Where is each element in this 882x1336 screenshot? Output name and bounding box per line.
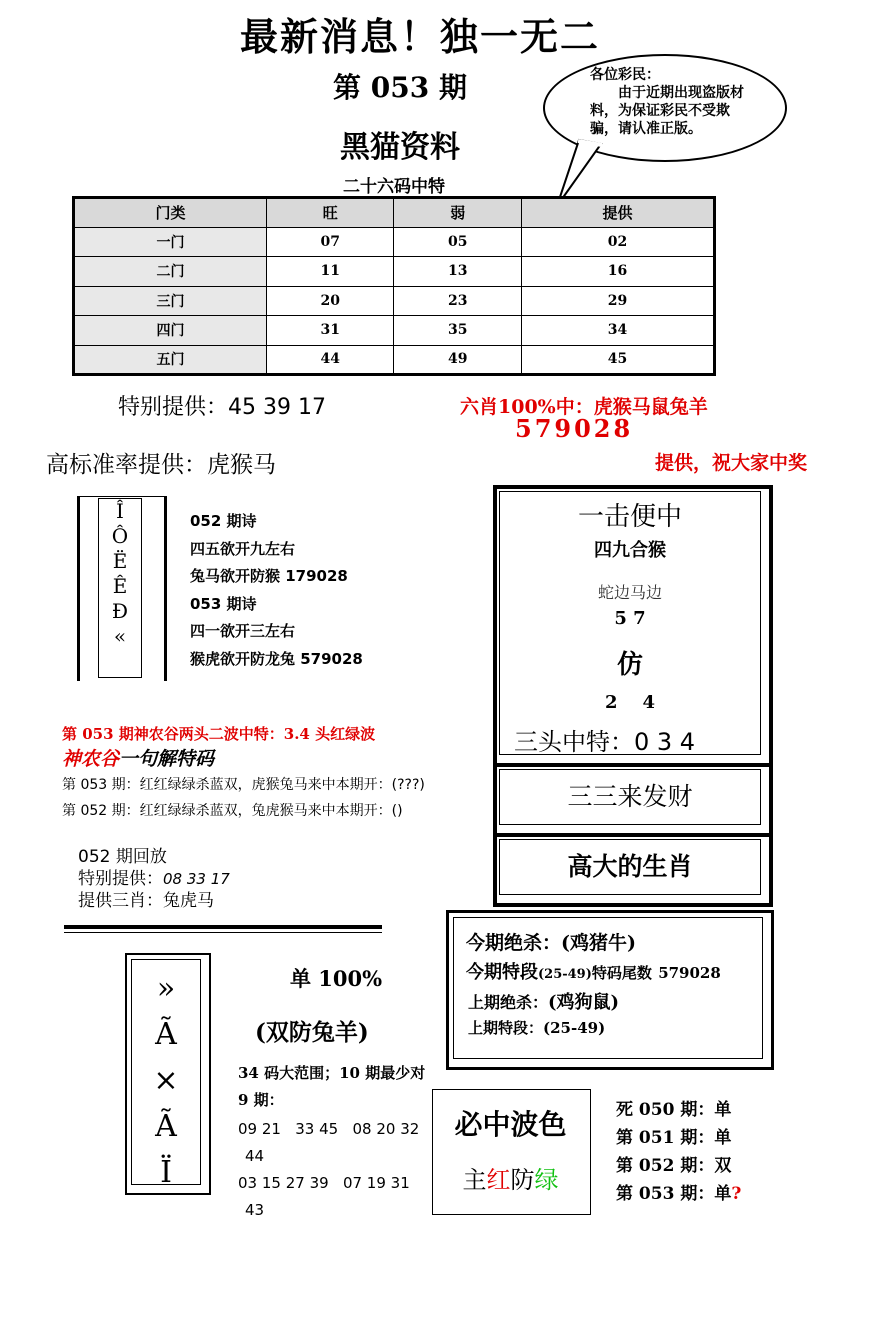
review-block	[78, 846, 230, 912]
special-label: 特别提供：	[118, 395, 229, 420]
table-title: 二十六码中特	[343, 177, 445, 197]
history-value: 双	[714, 1156, 732, 1176]
table-cell: 31	[266, 316, 394, 346]
three-head: 三头中特：0 3 4	[514, 728, 696, 756]
vertical-char: «	[113, 624, 127, 648]
history-label: 第 053 期：	[616, 1184, 715, 1204]
one-hit-24: 2 4	[604, 692, 656, 713]
segment-this-code: 579028	[658, 964, 721, 982]
wave-red: 红	[486, 1166, 511, 1194]
table-row	[74, 286, 715, 316]
history-list	[616, 1096, 741, 1208]
table-header-cell: 门类	[74, 198, 267, 228]
poem-line: 四一欲开三左右	[190, 622, 296, 640]
history-label: 第 051 期：	[616, 1128, 715, 1148]
table-cell: 44	[266, 345, 394, 375]
poem-line: 053 期诗	[190, 594, 257, 613]
vertical-box2-text	[131, 959, 201, 1190]
table-header-row	[74, 198, 715, 228]
wave-green: 绿	[534, 1166, 559, 1194]
vertical-char: Ã	[155, 1109, 177, 1144]
wish-text: 提供，祝大家中奖	[655, 452, 808, 474]
list-item	[616, 1152, 741, 1180]
vertical-char: Ð	[111, 599, 129, 623]
kill-this: 今期绝杀：(鸡猪牛)	[466, 932, 636, 954]
one-hit-57: 5 7	[614, 608, 646, 629]
table-cell: 05	[394, 227, 522, 257]
wave-colors	[432, 1160, 589, 1195]
table-header-cell: 旺	[266, 198, 394, 228]
one-hit-sub: 四九合猴	[594, 540, 666, 561]
one-hit-fang: 仿	[616, 650, 643, 680]
vertical-char: Ë	[112, 549, 128, 573]
table-cell: 02	[522, 227, 715, 257]
segment-this-tail: 特码尾数	[591, 964, 652, 982]
table-cell: 11	[266, 257, 394, 287]
table-row	[74, 227, 715, 257]
riddle-052: 第 052 期：红红绿绿杀蓝双，兔虎猴马来中本期开：()	[62, 803, 403, 819]
poem-line: 052 期诗	[190, 512, 257, 530]
range-row: 43	[245, 1201, 265, 1219]
high-accuracy-value: 虎猴马	[207, 452, 276, 478]
wave-title: 必中波色	[454, 1108, 567, 1141]
shennonggu-headline: 第 053 期神农谷两头二波中特：3.4 头红绿波	[62, 725, 376, 743]
code-table	[72, 196, 716, 376]
table-cell: 五门	[74, 345, 267, 375]
kill-last-value: (鸡狗鼠)	[548, 992, 620, 1013]
odd-title: 单 100%	[290, 966, 383, 991]
kill-last	[468, 988, 619, 1014]
wave-guard: 防	[510, 1166, 535, 1194]
table-header-cell: 弱	[394, 198, 522, 228]
vertical-char: »	[156, 971, 176, 1006]
poem-block	[190, 508, 363, 673]
tall-zodiac-text: 高大的生肖	[499, 839, 761, 895]
even-guard: (双防兔羊)	[255, 1019, 369, 1046]
table-cell: 34	[522, 316, 715, 346]
vertical-box-text	[98, 498, 142, 678]
review-three-label: 提供三肖：	[78, 891, 163, 911]
segment-this-label: 今期特段	[466, 962, 538, 983]
vertical-char: Ô	[111, 524, 129, 548]
wave-main: 主	[462, 1166, 487, 1194]
history-value: 单	[714, 1184, 732, 1204]
shennonggu-riddle-title	[62, 744, 214, 771]
table-cell: 一门	[74, 227, 267, 257]
special-value: 45 39 17	[228, 395, 326, 420]
vertical-char: ×	[153, 1063, 179, 1098]
history-value: 单	[714, 1128, 732, 1148]
review-special	[78, 868, 230, 890]
kill-last-label: 上期绝杀：	[468, 993, 549, 1012]
special-offer	[118, 390, 326, 421]
range-row: 09 21 33 45 08 20 32	[238, 1120, 420, 1138]
table-cell: 16	[522, 257, 715, 287]
vertical-char: Î	[116, 499, 124, 523]
review-special-value: 08 33 17	[163, 870, 230, 888]
segment-this-range: (25-49)	[538, 967, 592, 982]
one-hit-side: 蛇边马边	[597, 583, 662, 602]
table-row	[74, 345, 715, 375]
table-cell: 29	[522, 286, 715, 316]
vertical-char: Ê	[112, 574, 128, 598]
table-row	[74, 316, 715, 346]
divider	[64, 925, 382, 929]
poem-line: 四五欲开九左右	[190, 539, 296, 558]
divider	[64, 932, 382, 933]
review-three	[78, 890, 230, 912]
page-title: 最新消息！独一无二	[239, 15, 600, 59]
review-special-label: 特别提供：	[78, 869, 163, 889]
range-row: 03 15 27 39 07 19 31	[238, 1174, 410, 1192]
table-cell: 三门	[74, 286, 267, 316]
poem-line: 猴虎欲开防龙兔 579028	[190, 649, 363, 668]
list-item	[616, 1180, 741, 1208]
range-numbers	[238, 1116, 419, 1224]
bubble-body: 由于近期出现盗版材料，为保证彩民不受欺骗，请认准正版。	[590, 85, 744, 137]
one-hit-title: 一击便中	[577, 502, 682, 532]
table-cell: 23	[394, 286, 522, 316]
table-cell: 13	[394, 257, 522, 287]
review-head: 052 期回放	[78, 847, 167, 867]
six-zodiac: 六肖100%中：虎猴马鼠兔羊	[460, 396, 708, 418]
table-cell: 35	[394, 316, 522, 346]
history-label: 第 052 期：	[616, 1156, 715, 1176]
riddle-053: 第 053 期：红红绿绿杀蓝双，虎猴兔马来中本期开：(???)	[62, 777, 425, 793]
poem-line: 兔马欲开防猴 179028	[190, 567, 348, 585]
history-mark: ?	[731, 1184, 742, 1204]
riddle-title-black: 一句解特码	[119, 748, 215, 770]
range-text: 34 码大范围；10 期最少对 9 期：	[238, 1064, 426, 1109]
history-value: 单	[714, 1100, 732, 1120]
vertical-char: Ã	[155, 1017, 177, 1052]
history-label: 死 050 期：	[616, 1100, 715, 1120]
segment-last: 上期特段：(25-49)	[468, 1019, 606, 1037]
table-cell: 四门	[74, 316, 267, 346]
table-cell: 20	[266, 286, 394, 316]
subtitle: 黑猫资料	[340, 130, 460, 165]
table-cell: 二门	[74, 257, 267, 287]
table-cell: 07	[266, 227, 394, 257]
segment-this	[466, 958, 721, 984]
six-number: 579028	[515, 414, 634, 443]
bubble-greeting: 各位彩民：	[590, 67, 660, 83]
vertical-char: Ï	[160, 1155, 172, 1190]
table-header-cell: 提供	[522, 198, 715, 228]
issue-number: 第 053 期	[333, 71, 467, 104]
bubble-text	[590, 66, 750, 154]
list-item	[616, 1124, 741, 1152]
table-row	[74, 257, 715, 287]
list-item	[616, 1096, 741, 1124]
fortune-text: 三三来发财	[499, 769, 761, 825]
high-accuracy	[46, 446, 276, 479]
review-three-value: 兔虎马	[163, 891, 214, 911]
high-accuracy-label: 高标准率提供：	[46, 452, 207, 478]
table-cell: 45	[522, 345, 715, 375]
riddle-title-red: 神农谷	[62, 748, 120, 770]
range-row: 44	[245, 1147, 265, 1165]
table-cell: 49	[394, 345, 522, 375]
